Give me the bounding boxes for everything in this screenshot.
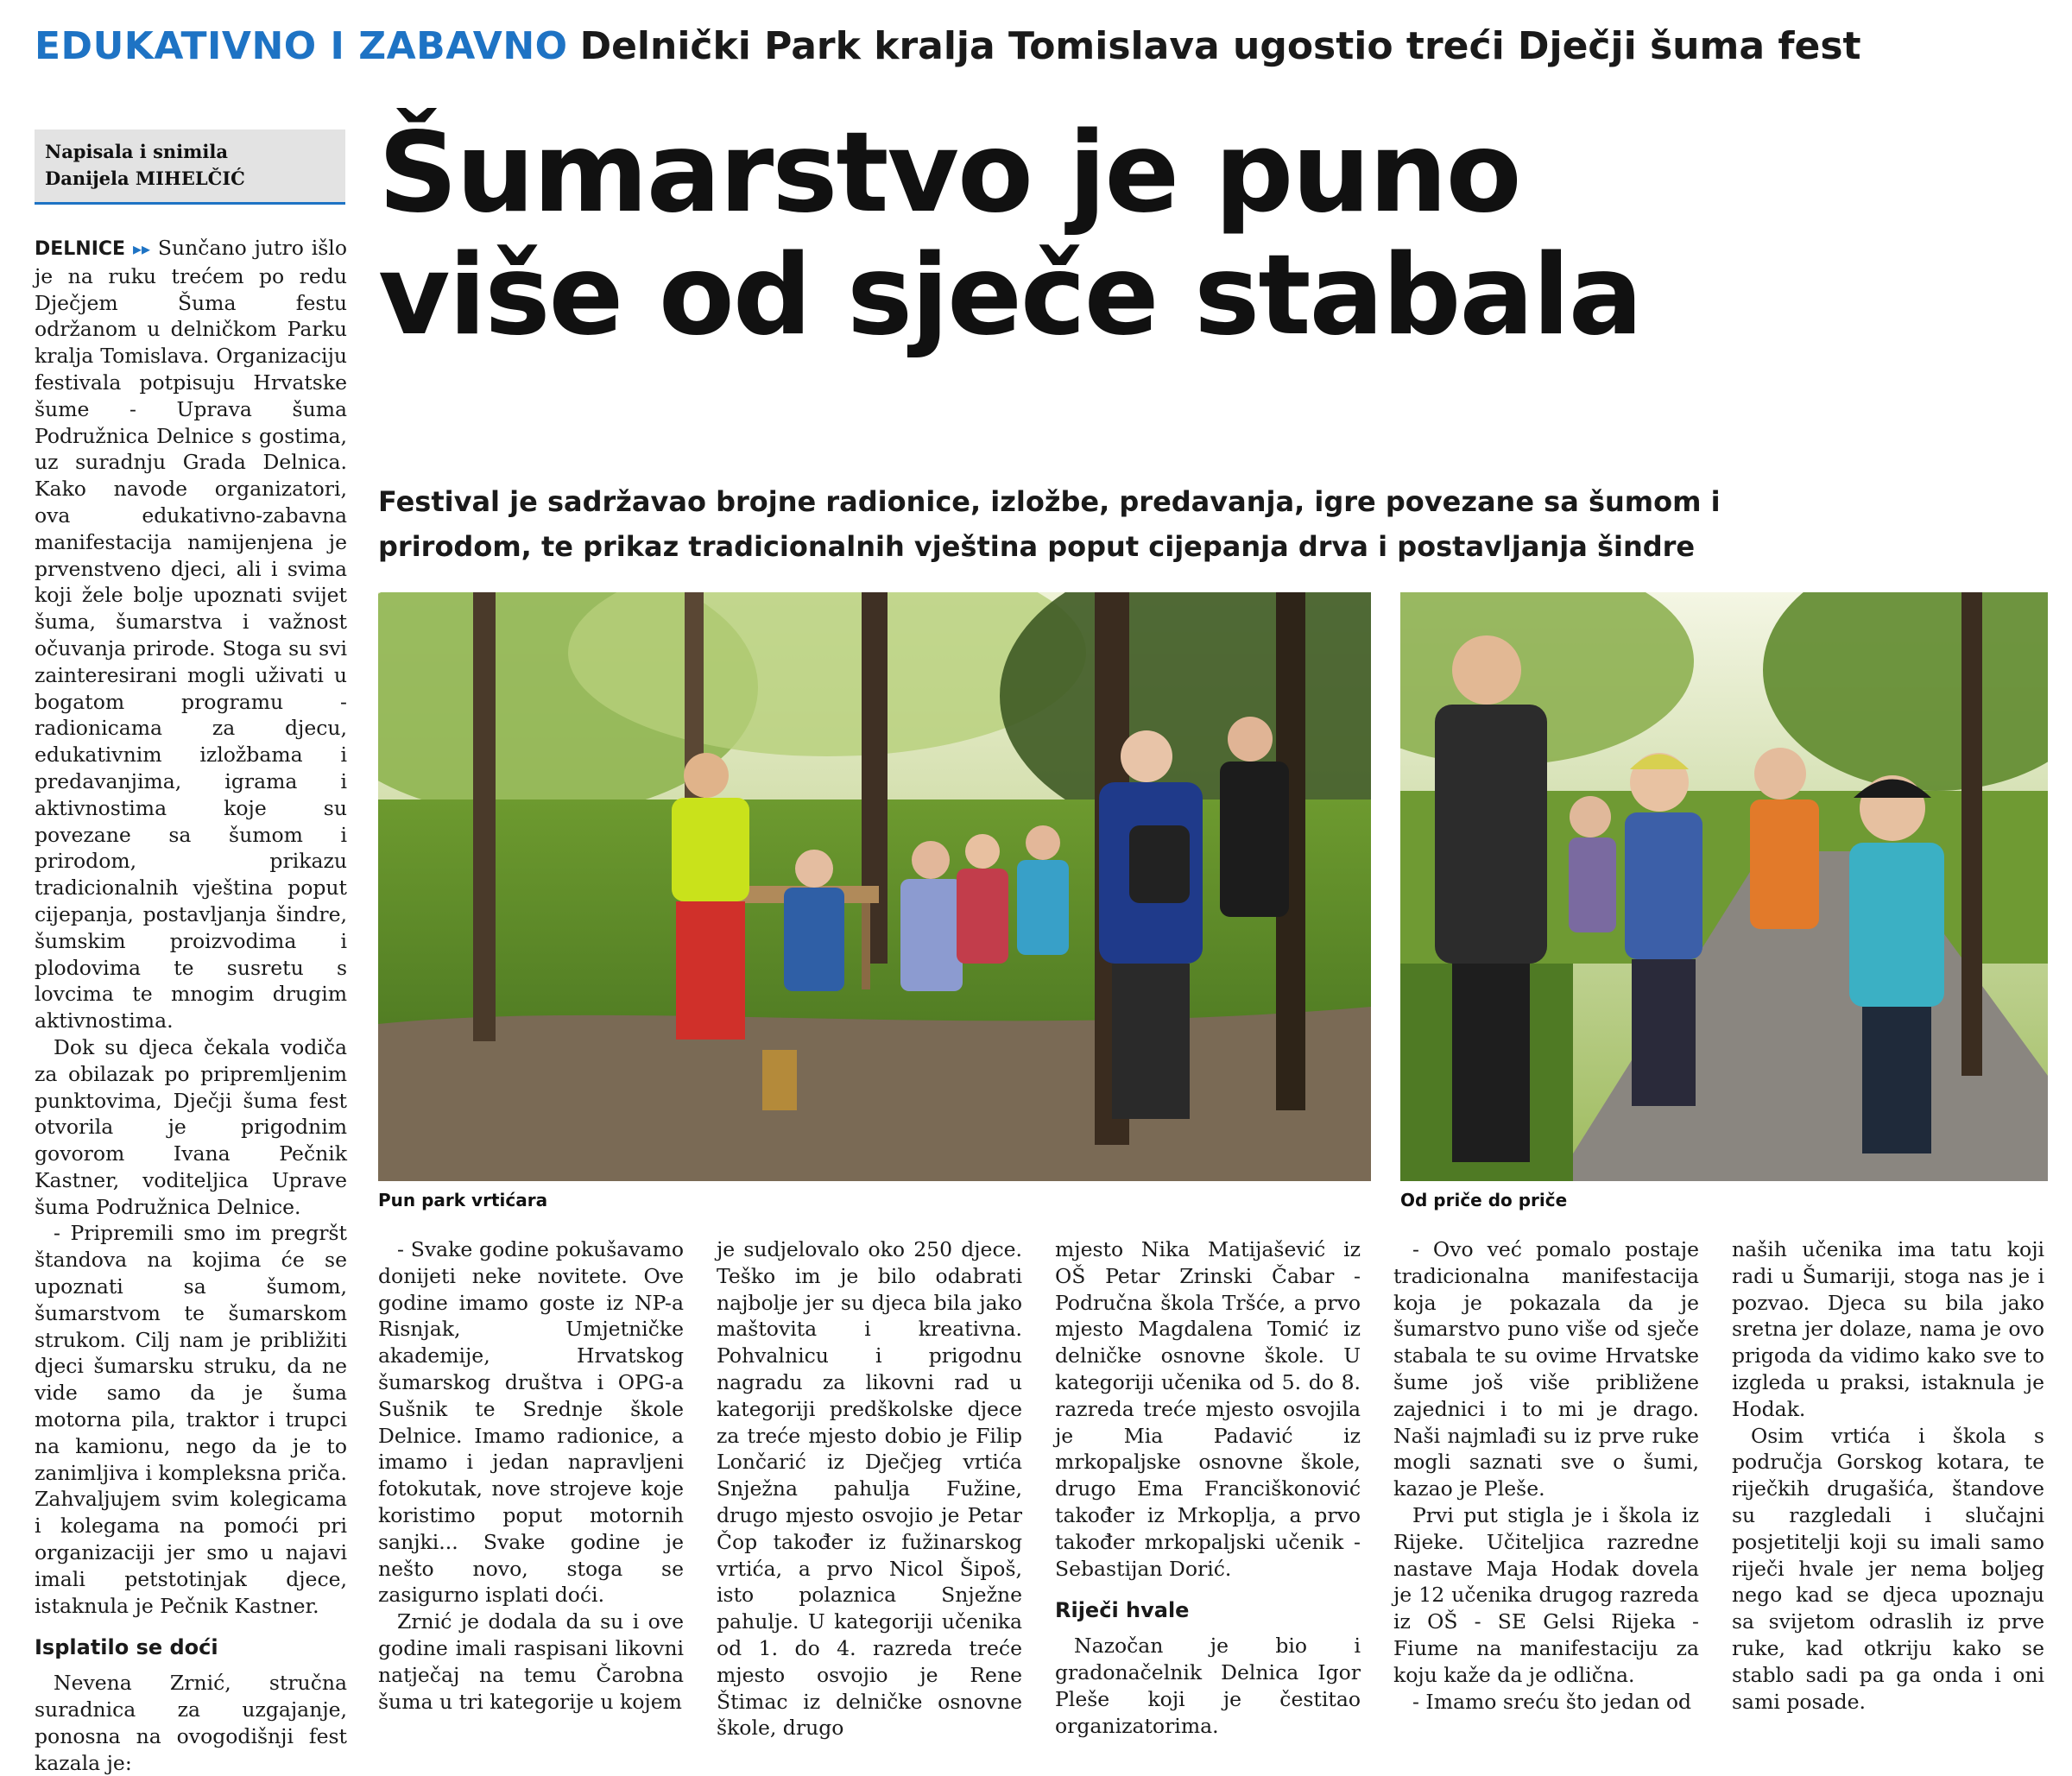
column-6-paragraph-2: Osim vrtića i škola s područja Gorskog kotara, te riječkih drugašića, štandove su razgledali i slučajni posjetitelji koji su imali samo riječi hvale jer nema boljeg nego kad se djeca upoznaju sa svijetom odraslih iz prve ruke, kad otkriju kako se stablo sadi pa ga onda i oni sami posade. xyxy=(1732,1423,2044,1714)
headline xyxy=(378,109,2062,360)
photo-park-children xyxy=(378,592,1371,1181)
dateline-arrow-icon: ▸▸ xyxy=(132,238,151,259)
column-4-paragraph-1: mjesto Nika Matijašević iz OŠ Petar Zrinski Čabar - Područna škola Tršće, a prvo mjesto Magdalena Tomić iz delničke osnovne škole. U kategoriji učenika od 5. do 8. razreda treće mjesto osvojila je Mia Padavić iz mrkopaljske osnovne škole, drugo Ema Franciškonović također iz Mrkoplja, a prvo također mrkopaljski učenik - Sebastijan Dorić. xyxy=(1055,1237,1361,1581)
photo-park-children-image xyxy=(378,592,1371,1181)
column-3-paragraph-1: je sudjelovalo oko 250 djece. Teško im je bilo odabrati najbolje jer su djeca bila jako maštovita i kreativna. Pohvalnicu i prigodnu nagradu za likovni rad u kategoriji predškolske djece za treće mjesto dobio je Filip Lončarić iz Dječjeg vrtića Snježna pahulja Fužine, drugo mjesto osvojio je Petar Čop također iz fužinarskog vrtića, a prvo Nicol Šipoš, isto polaznica Snježne pahulje. U kategoriji učenika od 1. do 4. razreda treće mjesto osvojio je Rene Štimac iz delničke osnovne škole, drugo xyxy=(717,1237,1022,1741)
column-5-paragraph-2: Prvi put stigla je i škola iz Rijeke. Učiteljica razredne nastave Maja Hodak dovela je 12 učenika drugog razreda iz OŠ - SE Gelsi Rijeka - Fiume na manifestaciju za koju kaže da je odlična. xyxy=(1393,1502,1699,1687)
column-1 xyxy=(35,235,347,1776)
column-5-paragraph-3: - Imamo sreću što jedan od xyxy=(1412,1689,1692,1714)
column-6-paragraph-1: naših učenika ima tatu koji radi u Šumariji, stoga nas je i pozvao. Djeca su bila jako sretna jer dolaze, nama je ovo prigoda da vidimo kako sve to izgleda u praksi, istaknula je Hodak. xyxy=(1732,1237,2044,1421)
subhead-rijeci-hvale: Riječi hvale xyxy=(1055,1598,1190,1623)
column-1-paragraph-2: Dok su djeca čekala vodiča za obilazak po pripremljenim punktovima, Dječji šuma fest otvorila je prigodnim govorom Ivana Pečnik Kastner, voditeljica Uprave šuma Podružnica Delnice. xyxy=(35,1034,347,1219)
headline-line-2: više od sječe stabala xyxy=(378,231,1642,360)
deck xyxy=(378,479,2044,569)
byline-box xyxy=(35,130,345,205)
photo-children-path-image xyxy=(1400,592,2048,1181)
column-1-paragraph-1 xyxy=(35,235,347,1034)
photo-children-path xyxy=(1400,592,2048,1181)
column-5-paragraph-1: - Ovo već pomalo postaje tradicionalna manifestacija koja je pokazala da je šumarstvo puno više od sječe stabala te su ovime Hrvatske šume još više približene zajednici i to mi je drago. Naši najmlađi su iz prve ruke mogli saznati sve o šumi, kazao je Pleše. xyxy=(1393,1237,1699,1501)
deck-line-2: prirodom, te prikaz tradicionalnih vještina poput cijepanja drva i postavljanja šindre xyxy=(378,530,1696,563)
rubric-line xyxy=(35,24,2046,93)
column-4 xyxy=(1055,1236,1361,1739)
dateline: DELNICE xyxy=(35,238,126,260)
column-3 xyxy=(717,1236,1022,1741)
headline-line-1: Šumarstvo je puno xyxy=(378,109,1520,237)
column-5 xyxy=(1393,1236,1699,1715)
column-2-paragraph-2: Zrnić je dodala da su i ove godine imali raspisani likovni natječaj na temu Čarobna šuma u tri kategorije u kojem xyxy=(378,1609,684,1714)
column-2-paragraph-1: - Svake godine pokušavamo donijeti neke novitete. Ove godine imamo goste iz NP-a Risnjak, Umjetničke akademije, Hrvatskog šumarskog društva i OPG-a Sušnik te Srednje škole Delnice. Imamo radionice, a imamo i jedan napravljeni fotokutak, nove strojeve koje koristimo poput motornih sanjki... Svake godine je nešto novo, stoga se zasigurno isplati doći. xyxy=(378,1237,684,1608)
byline-author: Danijela MIHELČIĆ xyxy=(45,167,245,189)
column-4-paragraph-2: Nazočan je bio i gradonačelnik Delnica Igor Pleše koji je čestitao organizatorima. xyxy=(1055,1634,1361,1738)
caption-left: Pun park vrtićara xyxy=(378,1190,548,1210)
column-1-paragraph-3: - Pripremili smo im pregršt štandova na kojima će se upoznati sa šumom, šumarstvom te šumarskom strukom. Cilj nam je približiti djeci šumarsku struku, da ne vide samo da je šuma motorna pila, traktor i trupci na kamionu, nego da je to zanimljiva i kompleksna priča. Zahvaljujem svim kolegicama i kolegama na pomoći pri organizaciji jer smo u najavi imali petstotinjak djece, istaknula je Pečnik Kastner. xyxy=(35,1221,347,1618)
byline-credit: Napisala i snimila xyxy=(45,141,228,162)
column-1-paragraph-4: Nevena Zrnić, stručna suradnica za uzgajanje, ponosna na ovogodišnji fest kazala je: xyxy=(35,1671,347,1775)
column-2 xyxy=(378,1236,684,1715)
column-1-paragraph-1-text: Sunčano jutro išlo je na ruku trećem po redu Dječjem Šuma festu održanom u delničkom Parku kralja Tomislava. Organizaciju festivala potpisuju Hrvatske šume - Uprava šuma Podružnica Delnice s gostima, uz suradnju Grada Delnica. Kako navode organizatori, ova edukativno-zabavna manifestacija namijenjena je prvenstveno djeci, ali i svima koji žele bolje upoznati svijet šuma, šumarstva i važnost očuvanja prirode. Stoga su svi zainteresirani mogli uživati u bogatom programu - radionicama za djecu, edukativnim izložbama i predavanjima, igrama i aktivnostima koje su povezane sa šumom i prirodom, prikazu tradicionalnih vještina poput cijepanja, postavljanja šindre, šumskim proizvodima i plodovima te susretu s lovcima te mnogim drugim aktivnostima. xyxy=(35,236,347,1033)
deck-line-1: Festival je sadržavao brojne radionice, izložbe, predavanja, igre povezane sa šumom i xyxy=(378,485,1721,518)
rubric-topic: Delnički Park kralja Tomislava ugostio treći Dječji šuma fest xyxy=(579,24,1861,68)
caption-right: Od priče do priče xyxy=(1400,1190,1568,1210)
rubric-kicker: EDUKATIVNO I ZABAVNO xyxy=(35,24,568,68)
subhead-isplatilo: Isplatilo se doći xyxy=(35,1635,218,1660)
column-6 xyxy=(1732,1236,2044,1715)
